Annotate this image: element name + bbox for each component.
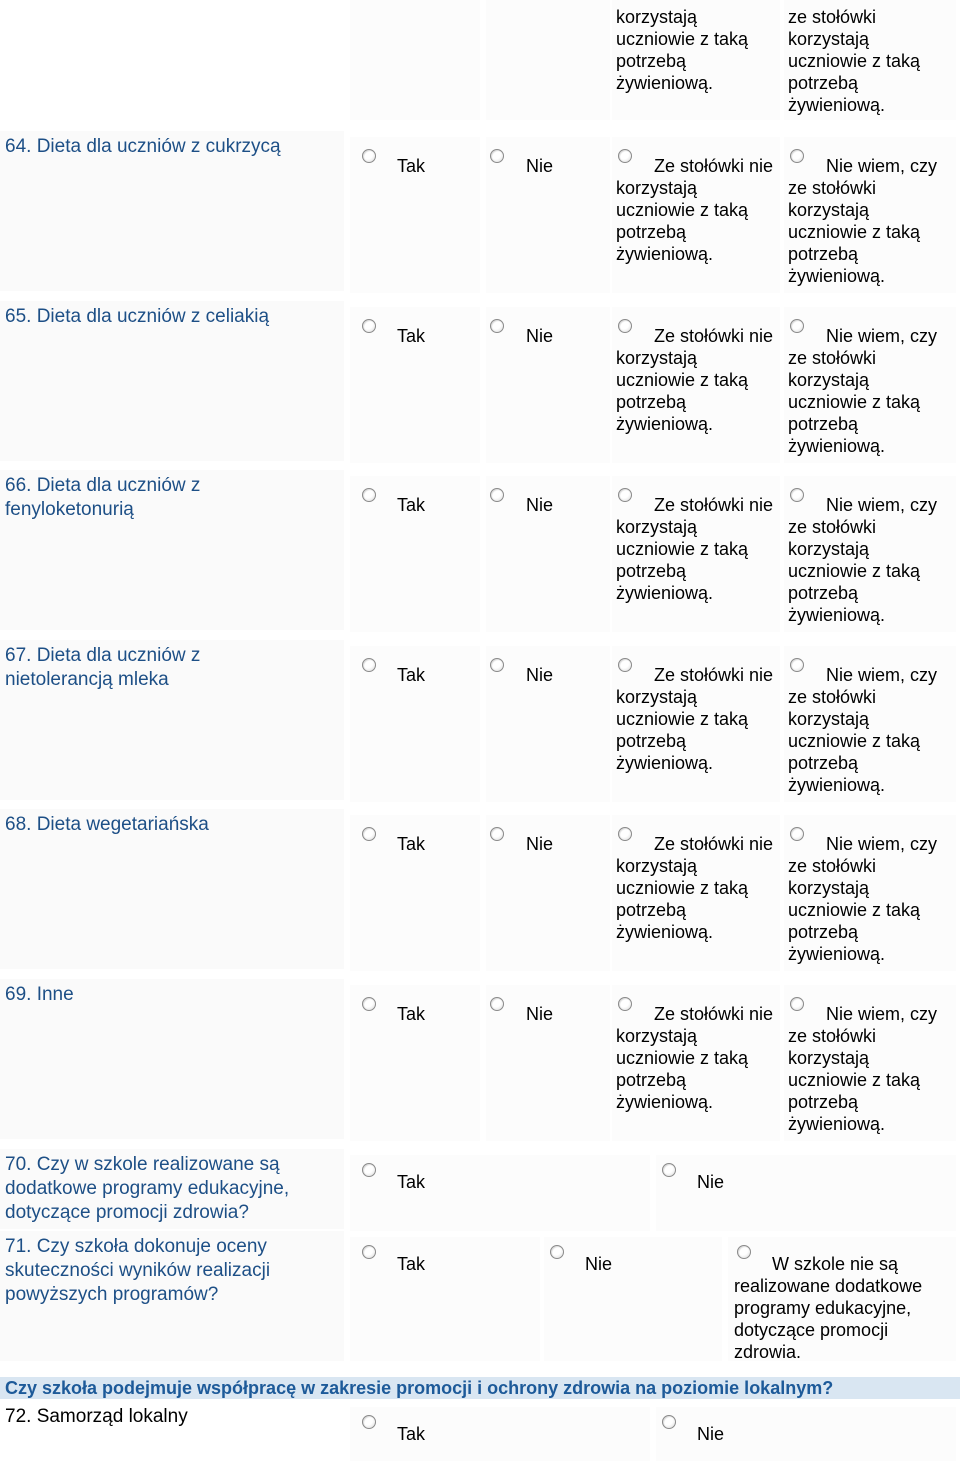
option-nie-wiem-label: Nie wiem, czy — [826, 665, 938, 685]
radio-tak[interactable] — [362, 488, 376, 502]
option-tak-label: Tak — [397, 1004, 426, 1024]
option-ze-stolowki-label: Ze stołówki nie — [654, 156, 774, 176]
radio-nie-wiem[interactable] — [790, 997, 804, 1011]
option-cell — [350, 1155, 650, 1231]
question-text: 65. Dieta dla uczniów z celiakią — [5, 306, 270, 327]
radio-nie[interactable] — [490, 488, 504, 502]
radio-tak[interactable] — [362, 997, 376, 1011]
radio-tak[interactable] — [362, 1163, 376, 1177]
option-cell — [350, 1237, 540, 1361]
option-nie-label: Nie — [526, 834, 554, 854]
radio-tak[interactable] — [362, 1245, 376, 1259]
option-nie-wiem-label: żywieniową. — [788, 605, 886, 625]
option-ze-stolowki-label: korzystają — [616, 178, 698, 198]
radio-ze-stolowki[interactable] — [618, 997, 632, 1011]
question-text: 72. Samorząd lokalny — [5, 1406, 188, 1427]
section-header-text: Czy szkoła podejmuje współpracę w zakresie promocji i ochrony zdrowia na poziomie lokalnym? — [5, 1378, 834, 1398]
option-tak-label: Tak — [397, 156, 426, 176]
radio-ze-stolowki[interactable] — [618, 319, 632, 333]
option-ze-stolowki-label: Ze stołówki nie — [654, 326, 774, 346]
option-nie-wiem-label: żywieniową. — [788, 266, 886, 286]
option-ze-stolowki-label: potrzebą — [616, 900, 687, 920]
question-text: nietolerancją mleka — [5, 669, 169, 690]
option-label: korzystają — [788, 29, 870, 49]
option-tak-label: Tak — [397, 495, 426, 515]
radio-nie[interactable] — [490, 997, 504, 1011]
option-label: uczniowie z taką — [788, 51, 921, 71]
question-text: 71. Czy szkoła dokonuje oceny — [5, 1236, 267, 1257]
option-ze-stolowki-label: uczniowie z taką — [616, 370, 749, 390]
question-text: dodatkowe programy edukacyjne, — [5, 1178, 290, 1199]
option-nie-wiem-label: uczniowie z taką — [788, 561, 921, 581]
option-ze-stolowki-label: Ze stołówki nie — [654, 665, 774, 685]
option-nie-wiem-label: potrzebą — [788, 753, 859, 773]
option-nie-wiem-label: uczniowie z taką — [788, 900, 921, 920]
option-label: potrzebą — [788, 73, 859, 93]
option-ze-stolowki-label: żywieniową. — [616, 244, 714, 264]
option-nie-wiem-label: potrzebą — [788, 583, 859, 603]
question-text: 69. Inne — [5, 984, 74, 1005]
radio-tak[interactable] — [362, 319, 376, 333]
option-tak-label: Tak — [397, 326, 426, 346]
option-ze-stolowki-label: uczniowie z taką — [616, 539, 749, 559]
option-nie-wiem-label: ze stołówki — [788, 856, 877, 876]
option-nie-wiem-label: ze stołówki — [788, 348, 877, 368]
option-nie-label: Nie — [526, 156, 554, 176]
option-nie-wiem-label: korzystają — [788, 709, 870, 729]
option-nie-wiem-label: potrzebą — [788, 244, 859, 264]
question-text: 64. Dieta dla uczniów z cukrzycą — [5, 136, 281, 157]
option-ze-stolowki-label: potrzebą — [616, 1070, 687, 1090]
option-nie-wiem-label: Nie wiem, czy — [826, 326, 938, 346]
option-nie-wiem-label: ze stołówki — [788, 517, 877, 537]
option-nie-label: Nie — [526, 665, 554, 685]
option-nie-wiem-label: korzystają — [788, 370, 870, 390]
radio-nie[interactable] — [550, 1245, 564, 1259]
question-text: 68. Dieta wegetariańska — [5, 814, 209, 835]
option-nie-label: Nie — [526, 495, 554, 515]
option-cell — [350, 0, 480, 120]
option-label: korzystają — [616, 7, 698, 27]
radio-nie-wiem[interactable] — [790, 658, 804, 672]
option-label: żywieniową. — [616, 73, 714, 93]
option-nie-label: Nie — [697, 1172, 725, 1192]
option-szkola-label: realizowane dodatkowe — [734, 1276, 923, 1296]
option-nie-wiem-label: żywieniową. — [788, 775, 886, 795]
question-text: skuteczności wyników realizacji — [5, 1260, 271, 1281]
option-nie-wiem-label: Nie wiem, czy — [826, 834, 938, 854]
option-nie-wiem-label: ze stołówki — [788, 178, 877, 198]
question-text: powyższych programów? — [5, 1284, 219, 1305]
option-ze-stolowki-label: uczniowie z taką — [616, 200, 749, 220]
option-nie-wiem-label: uczniowie z taką — [788, 392, 921, 412]
option-nie-wiem-label: Nie wiem, czy — [826, 1004, 938, 1024]
option-ze-stolowki-label: uczniowie z taką — [616, 709, 749, 729]
option-nie-wiem-label: korzystają — [788, 878, 870, 898]
option-nie-wiem-label: korzystają — [788, 539, 870, 559]
option-ze-stolowki-label: żywieniową. — [616, 753, 714, 773]
option-ze-stolowki-label: korzystają — [616, 687, 698, 707]
question-text: 66. Dieta dla uczniów z — [5, 475, 201, 496]
radio-ze-stolowki[interactable] — [618, 827, 632, 841]
option-label: ze stołówki — [788, 7, 877, 27]
radio-ze-stolowki[interactable] — [618, 488, 632, 502]
option-szkola-label: zdrowia. — [734, 1342, 802, 1362]
question-text: 70. Czy w szkole realizowane są — [5, 1154, 280, 1175]
option-ze-stolowki-label: żywieniową. — [616, 922, 714, 942]
option-nie-wiem-label: żywieniową. — [788, 1114, 886, 1134]
option-label: potrzebą — [616, 51, 687, 71]
option-nie-label: Nie — [697, 1424, 725, 1444]
radio-ze-stolowki[interactable] — [618, 149, 632, 163]
option-tak-label: Tak — [397, 1172, 426, 1192]
option-szkola-label: dotyczące promocji — [734, 1320, 889, 1340]
option-ze-stolowki-label: żywieniową. — [616, 1092, 714, 1112]
radio-tak[interactable] — [362, 149, 376, 163]
option-ze-stolowki-label: korzystają — [616, 348, 698, 368]
option-tak-label: Tak — [397, 665, 426, 685]
question-text: fenyloketonurią — [5, 499, 134, 520]
option-ze-stolowki-label: potrzebą — [616, 392, 687, 412]
option-cell — [350, 1407, 650, 1461]
radio-nie-wiem[interactable] — [790, 488, 804, 502]
radio-nie[interactable] — [490, 827, 504, 841]
option-nie-wiem-label: uczniowie z taką — [788, 1070, 921, 1090]
option-tak-label: Tak — [397, 1424, 426, 1444]
option-nie-wiem-label: potrzebą — [788, 414, 859, 434]
option-ze-stolowki-label: Ze stołówki nie — [654, 495, 774, 515]
option-szkola-label: programy edukacyjne, — [734, 1298, 912, 1318]
option-nie-wiem-label: potrzebą — [788, 1092, 859, 1112]
radio-tak[interactable] — [362, 1415, 376, 1429]
question-text: 67. Dieta dla uczniów z — [5, 645, 201, 666]
radio-ze-stolowki[interactable] — [618, 658, 632, 672]
option-cell — [544, 1237, 722, 1361]
option-nie-wiem-label: uczniowie z taką — [788, 731, 921, 751]
option-nie-wiem-label: ze stołówki — [788, 687, 877, 707]
option-cell — [656, 1155, 956, 1231]
question-text: dotyczące promocji zdrowia? — [5, 1202, 249, 1223]
option-ze-stolowki-label: korzystają — [616, 517, 698, 537]
option-nie-label: Nie — [526, 326, 554, 346]
option-ze-stolowki-label: żywieniową. — [616, 583, 714, 603]
option-nie-wiem-label: ze stołówki — [788, 1026, 877, 1046]
option-nie-wiem-label: potrzebą — [788, 922, 859, 942]
option-label: żywieniową. — [788, 95, 886, 115]
radio-tak[interactable] — [362, 658, 376, 672]
option-ze-stolowki-label: uczniowie z taką — [616, 1048, 749, 1068]
radio-tak[interactable] — [362, 827, 376, 841]
section-header — [0, 1377, 960, 1399]
option-ze-stolowki-label: potrzebą — [616, 222, 687, 242]
radio-nie[interactable] — [490, 319, 504, 333]
option-tak-label: Tak — [397, 834, 426, 854]
radio-nie[interactable] — [662, 1163, 676, 1177]
option-ze-stolowki-label: Ze stołówki nie — [654, 1004, 774, 1024]
option-ze-stolowki-label: potrzebą — [616, 731, 687, 751]
option-nie-wiem-label: korzystają — [788, 1048, 870, 1068]
option-ze-stolowki-label: korzystają — [616, 856, 698, 876]
option-ze-stolowki-label: potrzebą — [616, 561, 687, 581]
option-nie-label: Nie — [585, 1254, 613, 1274]
option-nie-wiem-label: Nie wiem, czy — [826, 495, 938, 515]
radio-nie[interactable] — [662, 1415, 676, 1429]
radio-nie-wiem[interactable] — [790, 319, 804, 333]
option-nie-wiem-label: Nie wiem, czy — [826, 156, 938, 176]
option-ze-stolowki-label: uczniowie z taką — [616, 878, 749, 898]
option-nie-label: Nie — [526, 1004, 554, 1024]
option-ze-stolowki-label: korzystają — [616, 1026, 698, 1046]
option-tak-label: Tak — [397, 1254, 426, 1274]
radio-nie-wiem[interactable] — [790, 149, 804, 163]
option-ze-stolowki-label: żywieniową. — [616, 414, 714, 434]
option-nie-wiem-label: korzystają — [788, 200, 870, 220]
radio-nie-wiem[interactable] — [790, 827, 804, 841]
option-nie-wiem-label: żywieniową. — [788, 436, 886, 456]
option-cell — [486, 0, 610, 120]
radio-nie[interactable] — [490, 658, 504, 672]
option-szkola-label: W szkole nie są — [772, 1254, 899, 1274]
option-nie-wiem-label: żywieniową. — [788, 944, 886, 964]
radio-szkola-nie-realizuje[interactable] — [737, 1245, 751, 1259]
option-nie-wiem-label: uczniowie z taką — [788, 222, 921, 242]
option-label: uczniowie z taką — [616, 29, 749, 49]
option-ze-stolowki-label: Ze stołówki nie — [654, 834, 774, 854]
radio-nie[interactable] — [490, 149, 504, 163]
